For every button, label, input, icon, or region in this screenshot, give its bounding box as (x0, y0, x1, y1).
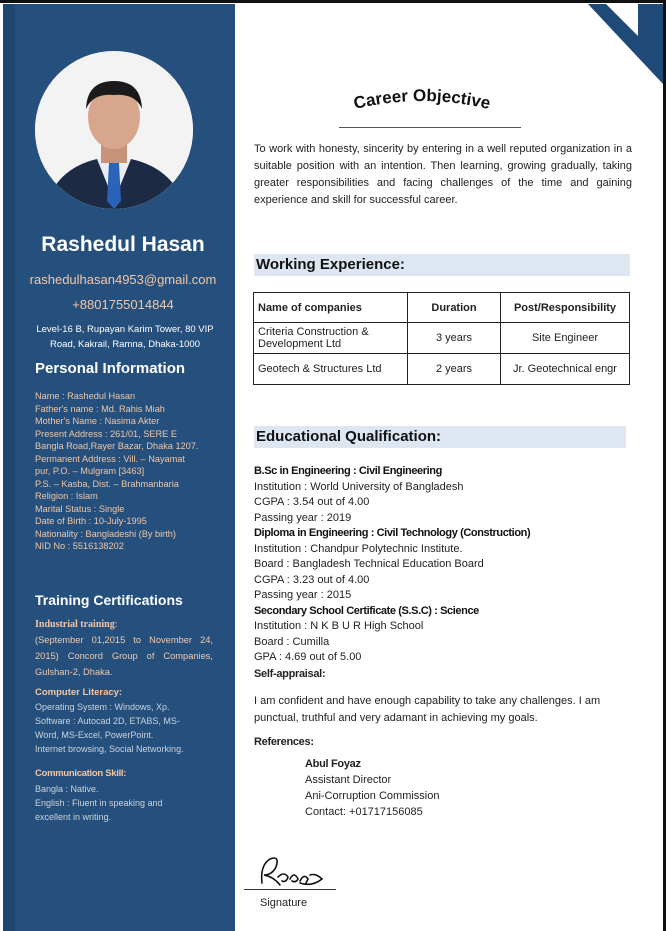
computer-literacy-line: Operating System : Windows, Xp. (35, 702, 170, 712)
education-list (254, 464, 634, 666)
communication-skill-list (35, 782, 225, 824)
computer-literacy-line: Word, MS-Excel, PowerPoint. (35, 730, 154, 740)
profile-photo (35, 51, 193, 209)
page-border-top (0, 0, 666, 3)
career-objective-text: To work with honesty, sincerity by entering in a well reputed organization in a suitable position with an intention. Then learning, growing gradually, taking greater responsibilities and facing challenges of the time and gaining experience and skill for successful career. (254, 143, 632, 206)
computer-literacy-list (35, 700, 225, 756)
self-appraisal-heading: Self-appraisal: (254, 668, 326, 680)
phone-number: +8801755014844 (72, 297, 174, 312)
table-cell: Site Engineer (501, 323, 630, 354)
address-line: Level-16 B, Rupayan Karim Tower, 80 VIP (36, 324, 214, 335)
computer-literacy-label: Computer Literacy: (35, 687, 123, 698)
personal-info-list (35, 390, 227, 553)
email-address: rashedulhasan4953@gmail.com (29, 272, 217, 287)
contact-address (22, 322, 228, 352)
personal-info-line: Father's name : Md. Rahis Miah (35, 403, 165, 414)
candidate-name: Rashedul Hasan (41, 233, 205, 256)
reference-contact: Contact: +01717156085 (305, 806, 423, 818)
reference-title: Assistant Director (305, 774, 392, 786)
education-line: Institution : Chandpur Polytechnic Institute. (254, 542, 463, 555)
personal-info-line: Marital Status : Single (35, 503, 125, 514)
personal-info-line: Mother's Name : Nasima Akter (35, 416, 160, 426)
communication-skill-line: Bangla : Native. (35, 784, 99, 794)
communication-skill-label: Communication Skill: (35, 768, 127, 779)
personal-info-line: Name : Rashedul Hasan (35, 391, 136, 401)
personal-info-line: pur, P.O. – Mulgram [3463] (35, 466, 145, 476)
personal-info-line: P.S. – Kasba, Dist. – Brahmanbaria (35, 478, 179, 489)
reference-name: Abul Foyaz (305, 758, 361, 770)
degree-title: B.Sc in Engineering : Civil Engineering (254, 465, 442, 477)
personal-info-line: Present Address : 261/01, SERE E (35, 428, 177, 439)
education-line: CGPA : 3.54 out of 4.00 (254, 496, 370, 508)
education-line: CGPA : 3.23 out of 4.00 (254, 573, 370, 586)
degree-title: Diploma in Engineering : Civil Technology (Construction) (254, 527, 531, 539)
industrial-training-label-text: Industrial training (35, 619, 115, 630)
personal-info-line: Permanent Address : Vill. – Nayamat (35, 453, 185, 464)
column-header: Duration (408, 293, 501, 323)
degree-title: Secondary School Certificate (S.S.C) : Science (254, 604, 479, 617)
table-row (254, 354, 630, 385)
corner-decoration-inner (606, 4, 638, 36)
education-line: Institution : World University of Bangladesh (254, 480, 464, 493)
computer-literacy-line: Internet browsing, Social Networking. (35, 744, 184, 754)
personal-info-heading: Personal Information (35, 360, 186, 377)
table-cell: 2 years (408, 354, 501, 385)
career-objective-heading-text: Career Objective (351, 88, 493, 113)
table-cell: 3 years (408, 323, 501, 354)
communication-skill-line: English : Fluent in speaking and (35, 798, 163, 808)
education-line: Passing year : 2019 (254, 511, 352, 524)
table-cell: Criteria Construction & Development Ltd (254, 323, 408, 354)
personal-info-line: Nationality : Bangladeshi (By birth) (35, 528, 176, 539)
table-cell: Jr. Geotechnical engr (501, 354, 630, 385)
industrial-training-text: (September 01,2015 to November 24, 2015) Concord Group of Companies, Gulshan-2, Dhaka. (35, 635, 213, 677)
address-line: Road, Kakrail, Ramna, Dhaka-1000 (50, 339, 200, 350)
signature-label: Signature (260, 897, 308, 909)
industrial-training-label (35, 619, 118, 630)
svg-text:Career Objective (352, 88, 493, 113)
computer-literacy-line: Software : Autocad 2D, ETABS, MS- (35, 716, 180, 726)
work-experience-table (253, 292, 630, 385)
industrial-training-colon: : (114, 619, 118, 630)
training-heading: Training Certifications (35, 592, 183, 608)
column-header: Post/Responsibility (501, 293, 630, 323)
personal-info-line: NID No : 5516138202 (35, 541, 124, 551)
education-line: Board : Bangladesh Technical Education Board (254, 558, 484, 570)
career-objective-underline (339, 127, 521, 128)
working-experience-heading: Working Experience: (254, 254, 630, 276)
reference-organization: Ani-Corruption Commission (305, 790, 440, 802)
career-objective-heading (342, 88, 502, 118)
education-line: Board : Cumilla (254, 635, 330, 648)
personal-info-line: Bangla Road,Rayer Bazar, Dhaka 1207. (35, 441, 199, 451)
column-header: Name of companies (254, 293, 408, 323)
reference-block (305, 756, 440, 820)
table-row (254, 323, 630, 354)
table-cell: Geotech & Structures Ltd (254, 354, 408, 385)
signature-line (244, 889, 336, 890)
education-heading: Educational Qualification: (254, 426, 626, 448)
self-appraisal-text: I am confident and have enough capability to take any challenges. I am punctual, truthful and very adamant in achieving my goals. (254, 695, 601, 724)
handwritten-signature (256, 853, 326, 889)
education-line: GPA : 4.69 out of 5.00 (254, 651, 362, 663)
personal-info-line: Religion : Islam (35, 491, 98, 501)
communication-skill-line: excellent in writing. (35, 812, 112, 822)
table-header-row (254, 293, 630, 323)
references-heading: References: (254, 736, 314, 748)
education-line: Institution : N K B U R High School (254, 620, 424, 632)
personal-info-line: Date of Birth : 10-July-1995 (35, 516, 147, 526)
education-line: Passing year : 2015 (254, 589, 352, 601)
